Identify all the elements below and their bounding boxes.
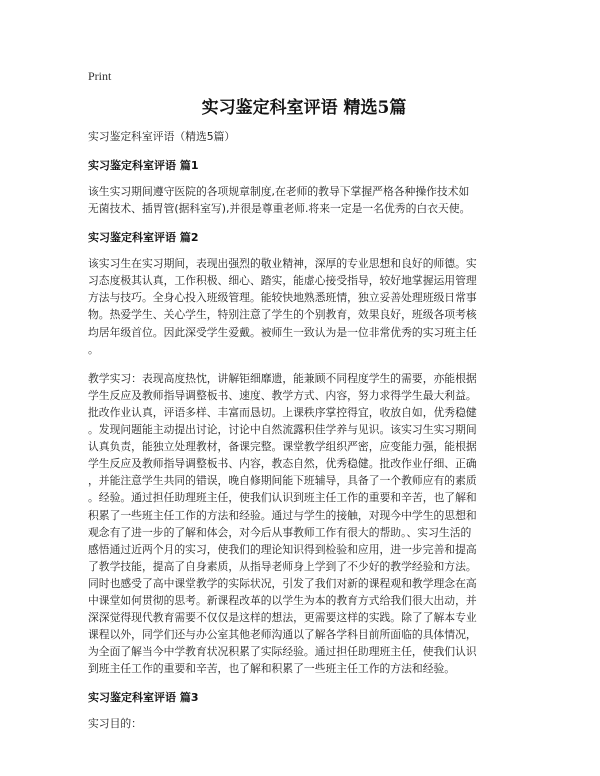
text-line: 深深觉得现代教育需要不仅仅是这样的想法，更需要这样的实践。除了了解本专业	[88, 611, 477, 625]
text-line: 批改作业认真，评语多样、丰富而恳切。上课秩序掌控得宜，收放自如，优秀稳健	[88, 405, 477, 419]
text-line: 物。热爱学生、关心学生，特别注意了学生的个别教育，效果良好，班级各项考核	[88, 308, 477, 322]
text-line: 课程以外，同学们还与办公室其他老师沟通以了解各学科目前所面临的具体情况，	[88, 628, 477, 642]
text-line: 到班主任工作的重要和辛苦，也了解和积累了一些班主任工作的方法和经验。	[88, 662, 456, 676]
paragraph	[88, 255, 520, 358]
section-heading: 实习鉴定科室评语 篇1	[88, 159, 199, 172]
text-line: 习态度极其认真，工作积极、细心、踏实，能虚心接受指导，较好地掌握运用管理	[88, 274, 477, 288]
section-1	[88, 157, 520, 217]
paragraph	[88, 183, 520, 217]
text-line: 观念有了进一步的了解和体会，对今后从事教师工作有很大的帮助。、实习生活的	[88, 525, 472, 539]
text-line: 实习目的：	[88, 717, 142, 731]
text-line: 中课堂如何贯彻的思考。新课程改革的以学生为本的教育方式给我们很大出动，并	[88, 593, 477, 607]
section-heading: 实习鉴定科室评语 篇3	[88, 691, 199, 705]
text-line: 学生反应及教师指导调整板书、速度、教学方式、内容，努力求得学生最大利益。	[88, 388, 477, 402]
text-line: 均居年级首位。因此深受学生爱戴。被师生一致认为是一位非常优秀的实习班主任	[88, 325, 477, 339]
text-line: 同时也感受了高中课堂教学的实际状况，引发了我们对新的课程观和教学理念在高	[88, 576, 477, 590]
text-line: 该生实习期间遵守医院的各项规章制度,在老师的教导下掌握严格各种操作技术如	[88, 185, 470, 198]
document-page	[88, 68, 520, 745]
text-line: 认真负责，能独立处理教材，备课完整。课堂教学组织严密，应变能力强，能根据	[88, 440, 477, 454]
text-line: 。发现问题能主动提出讨论，讨论中自然流露积佳学养与见识。该实习生实习期间	[88, 423, 477, 437]
text-line: 为全面了解当今中学教育状况积累了实际经验。通过担任助理班主任，使我们认识	[88, 645, 477, 659]
paragraph	[88, 370, 520, 678]
text-line: 教学实习：表现高度热忱，讲解钜细靡遗，能兼顾不同程度学生的需要，亦能根据	[88, 371, 477, 385]
text-line: 积累了一些班主任工作的方法和经验。通过与学生的接触，对现今中学生的思想和	[88, 508, 477, 522]
text-line: 。经验。通过担任助理班主任，使我们认识到班主任工作的重要和辛苦，也了解和	[88, 491, 477, 505]
text-line: 。	[88, 342, 99, 356]
text-line: ，并能注意学生共同的错误，晚自修期间能下班辅导，具备了一个教师应有的素质	[88, 474, 477, 488]
section-3	[88, 689, 520, 732]
print-link[interactable]: Print	[88, 69, 112, 83]
text-line: 学生反应及教师指导调整板书、内容，教态自然，优秀稳健。批改作业仔细、正确	[88, 457, 477, 471]
text-line: 无菌技术、插胃管(据科室写),并很是尊重老师.将来一定是一名优秀的白衣天使。	[88, 202, 471, 216]
text-line: 感悟通过近两个月的实习，使我们的理论知识得到检验和应用，进一步完善和提高	[88, 542, 477, 556]
text-line: 该实习生在实习期间，表现出强烈的敬业精神，深厚的专业思想和良好的师德。实	[88, 257, 477, 271]
section-2	[88, 229, 520, 677]
paragraph	[88, 715, 520, 732]
text-line: 方法与技巧。全身心投入班级管理。能较快地熟悉班情，独立妥善处理班级日常事	[88, 291, 477, 305]
section-heading: 实习鉴定科室评语 篇2	[88, 231, 199, 245]
document-subtitle: 实习鉴定科室评语（精选5篇）	[88, 130, 236, 143]
page-title: 实习鉴定科室评语 精选5篇	[201, 98, 407, 118]
text-line: 了教学技能，提高了自身素质，从指导老师身上学到了不少好的教学经验和方法。	[88, 559, 477, 573]
